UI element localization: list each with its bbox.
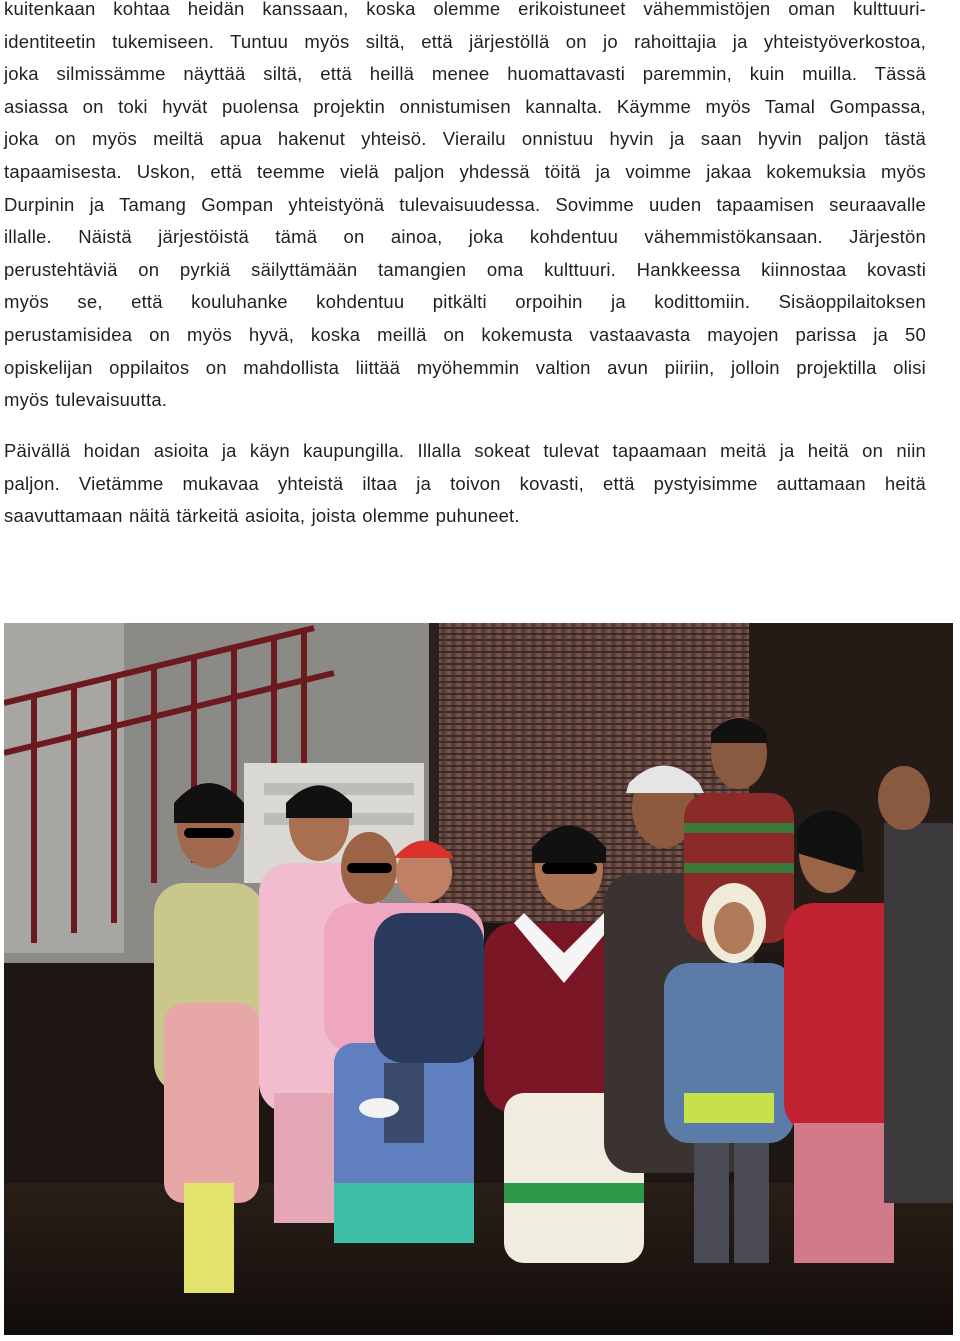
person	[878, 766, 953, 1203]
paragraph-line: perustamisidea on myös hyvä, koska meillä on kokemusta vastaavasta mayojen parissa ja 50	[4, 323, 926, 345]
paragraph-line: identiteetin tukemiseen. Tuntuu myös siltä, että järjestöllä on jo rahoittajia ja yhteistyöverkostoa,	[4, 30, 926, 52]
paragraph-line: tapaamisesta. Uskon, että teemme vielä paljon yhdessä töitä ja voimme jakaa kokemuksia myös	[4, 160, 926, 182]
paragraph-line: opiskelijan oppilaitos on mahdollista liittää myöhemmin valtion avun piiriin, jolloin projektilla olisi	[4, 356, 926, 378]
paragraph-line: Durpinin ja Tamang Gompan yhteistyönä tulevaisuudessa. Sovimme uuden tapaamisen seuraavalle	[4, 193, 926, 215]
paragraph-line: illalle. Näistä järjestöistä tämä on ainoa, joka kohdentuu vähemmistökansaan. Järjestön	[4, 226, 926, 248]
paragraph-1	[4, 0, 926, 417]
paragraph-line: kuitenkaan kohtaa heidän kanssaan, koska olemme erikoistuneet vähemmistöjen oman kulttuuri-	[4, 0, 926, 19]
paragraph-line: Päivällä hoidan asioita ja käyn kaupungilla. Illalla sokeat tulevat tapaamaan meitä ja heitä on niin	[4, 440, 926, 461]
paragraph-line: perustehtäviä on pyrkiä säilyttämään tamangien oma kulttuuri. Hankkeessa kiinnostaa kovasti	[4, 258, 926, 280]
paragraph-line: saavuttamaan näitä tärkeitä asioita, joista olemme puhuneet.	[4, 505, 520, 527]
paragraph-line: myös se, että kouluhanke kohdentuu pitkälti orpoihin ja kodittomiin. Sisäoppilaitoksen	[4, 291, 926, 313]
paragraph-2	[4, 435, 926, 533]
paragraph-line: joka on myös meiltä apua hakenut yhteisö. Vierailu onnistuu hyvin ja saan hyvin paljon tästä	[4, 128, 926, 150]
paragraph-line: asiassa on toki hyvät puolensa projektin onnistumisen kannalta. Käymme myös Tamal Gompassa,	[4, 95, 926, 117]
group-photo	[4, 623, 953, 1335]
paragraph-line: paljon. Vietämme mukavaa yhteistä iltaa ja toivon kovasti, että pystyisimme auttamaan heitä	[4, 472, 926, 494]
paragraph-line: myös tulevaisuutta.	[4, 389, 168, 411]
paragraph-line: joka silmissämme näyttää siltä, että heillä menee huomattavasti paremmin, kuin muilla. Tässä	[4, 63, 926, 85]
